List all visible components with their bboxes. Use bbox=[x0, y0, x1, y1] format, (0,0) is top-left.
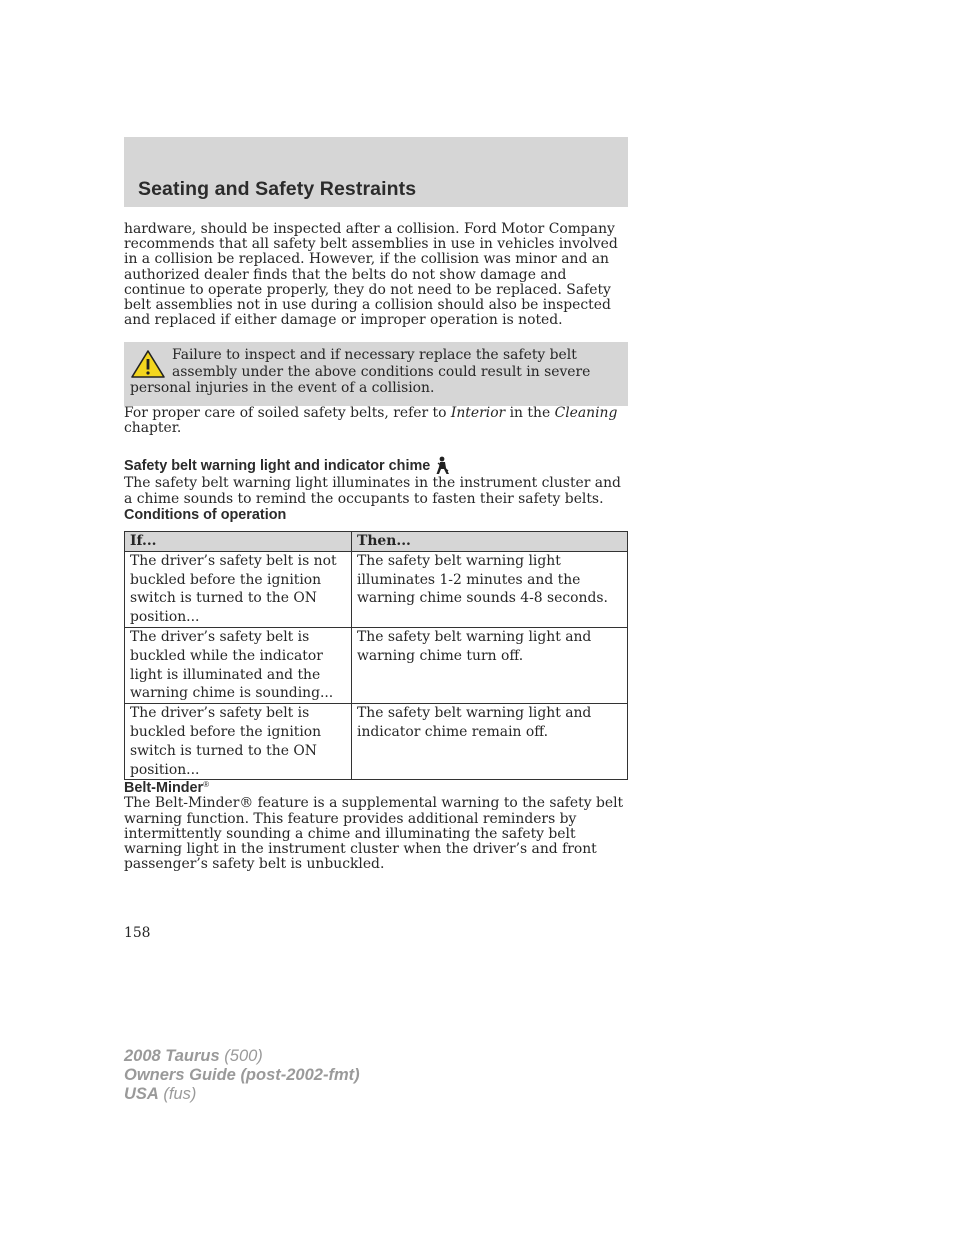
document-footer bbox=[124, 1047, 360, 1104]
footer-line-1 bbox=[124, 1047, 360, 1066]
care-ref-interior: Interior bbox=[450, 404, 506, 421]
footer-line-3 bbox=[124, 1085, 360, 1104]
table-cell-then: The safety belt warning light illuminates 1-2 minutes and the warning chime sounds 4-8 seconds. bbox=[352, 551, 628, 627]
page-number: 158 bbox=[124, 925, 151, 941]
registered-mark: ® bbox=[203, 780, 210, 790]
table-cell-if: The driver’s safety belt is not buckled before the ignition switch is turned to the ON position... bbox=[125, 551, 352, 627]
warning-triangle-icon bbox=[130, 349, 166, 379]
conditions-table bbox=[124, 531, 628, 781]
warning-light-paragraph: The safety belt warning light illuminates in the instrument cluster and a chime sounds to remind the occupants to fasten their safety belts. bbox=[124, 475, 621, 507]
belt-minder-heading-text: Belt-Minder bbox=[124, 780, 204, 797]
table-cell-if: The driver’s safety belt is buckled before the ignition switch is turned to the ON position... bbox=[125, 704, 352, 780]
section-header-band bbox=[124, 137, 628, 207]
belt-minder-paragraph: The Belt-Minder® feature is a supplemental warning to the safety belt warning function. This feature provides additional reminders by intermittently sounding a chime and illuminating the safety belt warning light in the instrument cluster when the driver’s and front passenger’s safety belt is unbuckled. bbox=[124, 795, 624, 873]
warning-light-heading-row bbox=[124, 456, 628, 476]
seatbelt-icon bbox=[434, 456, 452, 476]
table-cell-if: The driver’s safety belt is buckled while the indicator light is illuminated and the warning chime is sounding... bbox=[125, 627, 352, 703]
footer-model-code: (500) bbox=[219, 1047, 263, 1065]
table-header-row bbox=[125, 531, 628, 551]
care-suffix: chapter. bbox=[124, 420, 182, 437]
care-ref-cleaning: Cleaning bbox=[554, 404, 618, 421]
warning-box bbox=[124, 342, 628, 406]
intro-paragraph: hardware, should be inspected after a collision. Ford Motor Company recommends that all safety belt assemblies in use in vehicles involved in a collision be replaced. However, if the collision was minor and an authorized dealer finds that the belts do not show damage and continue to operate properly, they do not need to be replaced. Safety belt assemblies not in use during a collision should also be inspected and replaced if either damage or improper operation is noted. bbox=[124, 221, 618, 329]
table-row bbox=[125, 551, 628, 627]
care-mid: in the bbox=[505, 404, 555, 421]
table-cell-then: The safety belt warning light and warning chime turn off. bbox=[352, 627, 628, 703]
footer-market: USA bbox=[124, 1085, 159, 1103]
column-header-then: Then... bbox=[352, 531, 628, 551]
footer-model: 2008 Taurus bbox=[124, 1047, 220, 1065]
conditions-heading: Conditions of operation bbox=[124, 506, 287, 523]
table-row bbox=[125, 627, 628, 703]
footer-market-code: (fus) bbox=[158, 1085, 197, 1103]
warning-text: Failure to inspect and if necessary replace the safety belt assembly under the above conditions could result in severe personal injuries in the event of a collision. bbox=[130, 347, 591, 397]
care-paragraph bbox=[124, 406, 628, 436]
table-row bbox=[125, 704, 628, 780]
belt-minder-heading bbox=[124, 780, 628, 796]
section-title: Seating and Safety Restraints bbox=[138, 178, 417, 200]
column-header-if: If... bbox=[125, 531, 352, 551]
care-prefix: For proper care of soiled safety belts, refer to bbox=[124, 404, 451, 421]
page-content bbox=[124, 222, 628, 872]
footer-line-2 bbox=[124, 1066, 360, 1085]
warning-light-heading: Safety belt warning light and indicator chime bbox=[124, 458, 431, 475]
footer-guide: Owners Guide (post-2002-fmt) bbox=[124, 1066, 360, 1084]
table-cell-then: The safety belt warning light and indicator chime remain off. bbox=[352, 704, 628, 780]
